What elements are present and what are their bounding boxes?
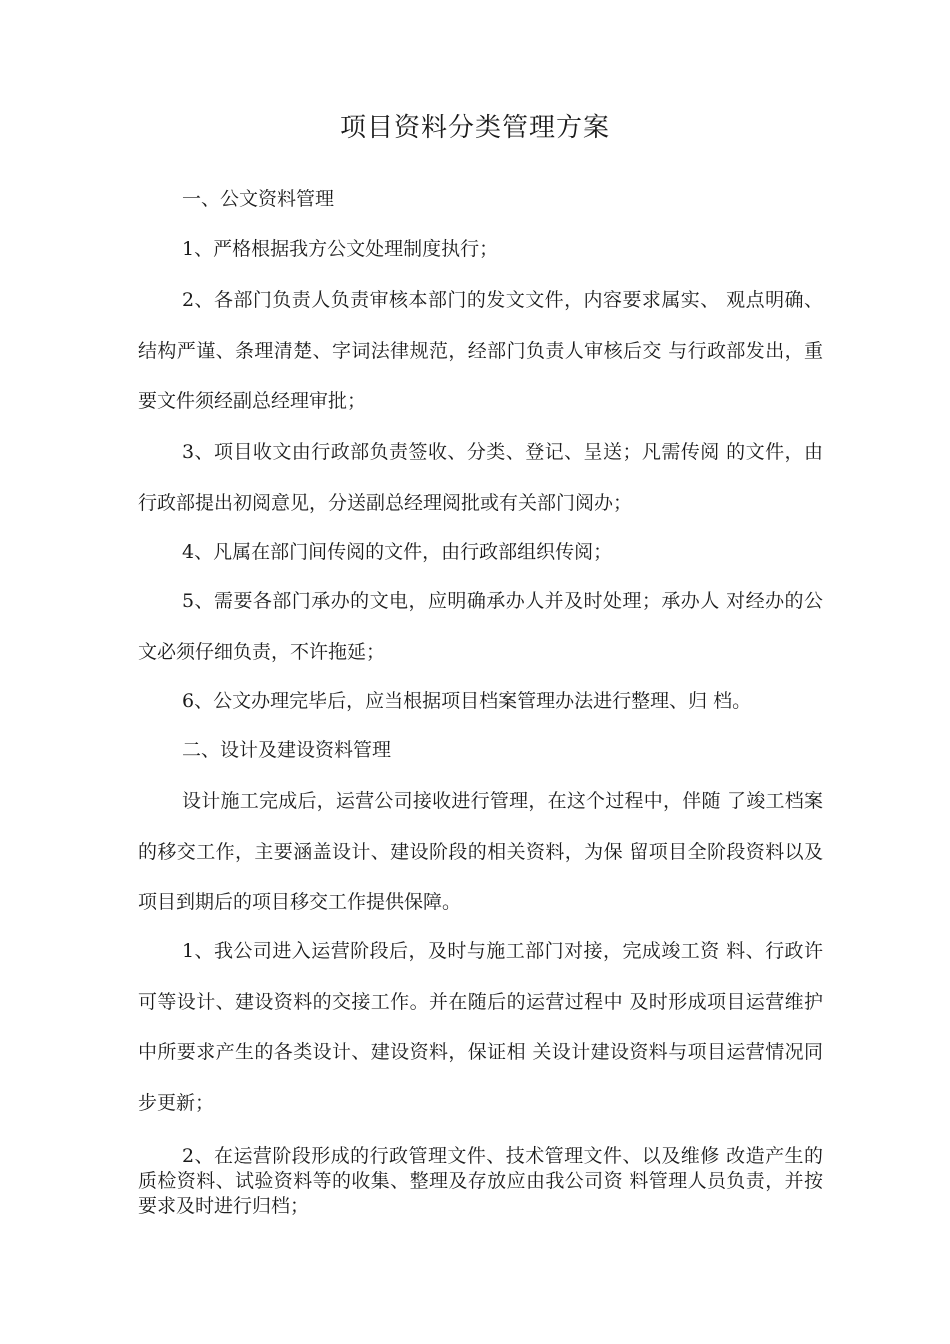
paragraph: 2、在运营阶段形成的行政管理文件、技术管理文件、以及维修 改造产生的质检资料、试验资料等的收集、整理及存放应由我公司资 料管理人员负责，并按要求及时进行归档； bbox=[138, 1145, 823, 1217]
paragraph: 1、严格根据我方公文处理制度执行； bbox=[182, 238, 499, 260]
paragraph: 设计施工完成后，运营公司接收进行管理，在这个过程中，伴随 了竣工档案的移交工作，主要涵盖设计、建设阶段的相关资料，为保 留项目全阶段资料以及项目到期后的项目移交工作提供保障。 bbox=[138, 790, 823, 913]
paragraph: 3、项目收文由行政部负责签收、分类、登记、呈送；凡需传阅 的文件，由行政部提出初阅意见，分送副总经理阅批或有关部门阅办； bbox=[138, 441, 823, 514]
paragraph: 5、需要各部门承办的文电，应明确承办人并及时处理；承办人 对经办的公文必须仔细负责，不许拖延； bbox=[138, 590, 823, 663]
paragraph: 2、各部门负责人负责审核本部门的发文文件，内容要求属实、 观点明确、结构严谨、条理清楚、字词法律规范，经部门负责人审核后交 与行政部发出，重要文件须经副总经理审批； bbox=[138, 289, 823, 412]
document-title: 项目资料分类管理方案 bbox=[339, 113, 610, 143]
paragraph: 1、我公司进入运营阶段后，及时与施工部门对接，完成竣工资 料、行政许可等设计、建设资料的交接工作。并在随后的运营过程中 及时形成项目运营维护中所要求产生的各类设计、建设资料，保证相 关设计建设资料与项目运营情况同步更新； bbox=[138, 940, 823, 1114]
section-heading: 一、公文资料管理 bbox=[182, 188, 335, 210]
paragraph: 6、公文办理完毕后，应当根据项目档案管理办法进行整理、归 档。 bbox=[182, 690, 752, 712]
paragraph: 4、凡属在部门间传阅的文件，由行政部组织传阅； bbox=[182, 541, 613, 563]
section-heading: 二、设计及建设资料管理 bbox=[182, 739, 392, 761]
